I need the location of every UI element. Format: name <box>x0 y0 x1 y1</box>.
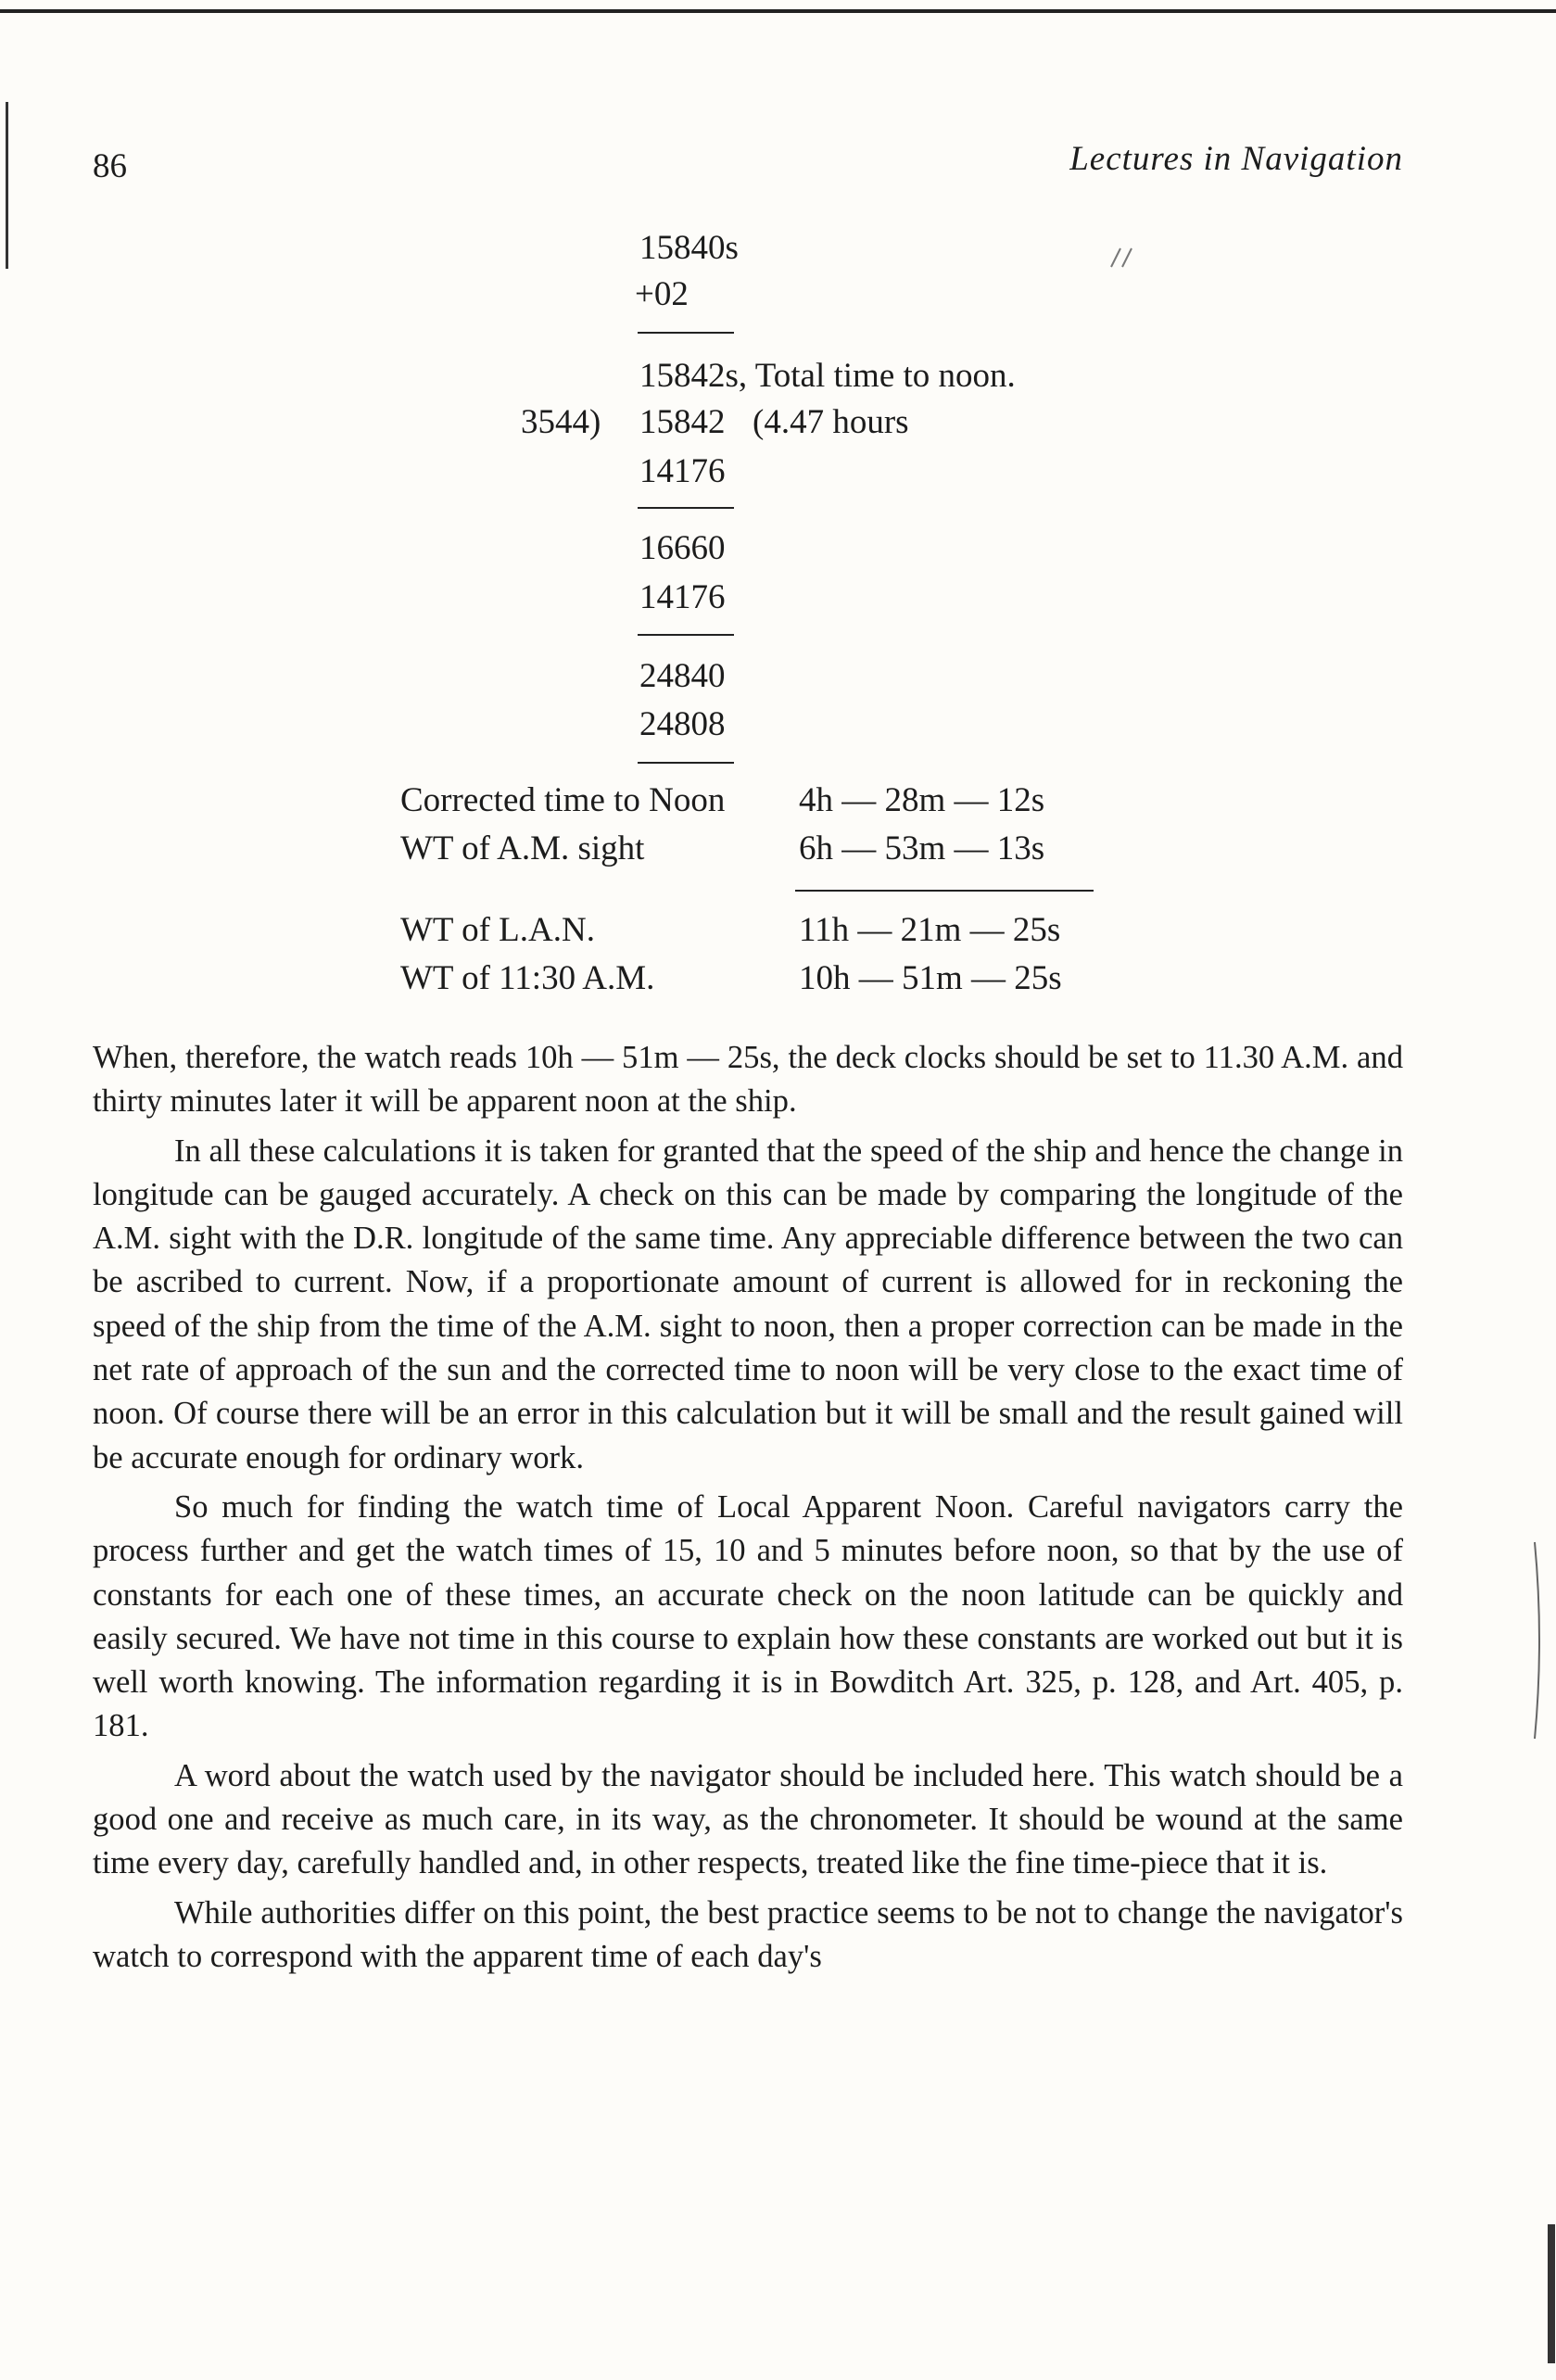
time-row-value: 6h — 53m — 13s <box>799 829 1045 867</box>
time-row-value: 10h — 51m — 25s <box>799 959 1062 997</box>
calc-rule <box>638 634 734 636</box>
calc-total: 15842s, Total time to noon. <box>639 357 1016 395</box>
time-row-value: 11h — 21m — 25s <box>799 911 1061 949</box>
calc-step: 14176 <box>639 578 726 616</box>
time-row-label: WT of 11:30 A.M. <box>400 959 655 997</box>
calc-line-2: +02 <box>635 275 689 313</box>
paragraph: While authorities differ on this point, the best practice seems to be not to change the navigator's watch to correspond with the apparent time of each day's <box>93 1894 1403 1974</box>
left-margin-mark <box>6 102 8 269</box>
calc-step: 24808 <box>639 705 726 743</box>
paragraph: A word about the watch used by the navigator should be included here. This watch should be a good one and receive as much care, in its way, as the chronometer. It should be wound at the same time every day, carefully handled and, in other respects, treated like the fine time-piece that it is. <box>93 1757 1403 1881</box>
calc-rule <box>638 762 734 764</box>
top-border-rule <box>0 9 1556 13</box>
time-row-label: Corrected time to Noon <box>400 781 726 819</box>
margin-bracket-icon <box>1529 1538 1551 1742</box>
pencil-mark-icon <box>1107 243 1145 271</box>
sum-rule <box>795 890 1094 892</box>
paragraph: In all these calculations it is taken for granted that the speed of the ship and hence the change in longitude can be gauged accurately. A check on this can be made by comparing the longitude of the A.M. sight with the D.R. longitude of the same time. Any appreciable difference between the two can be ascribed to current. Now, if a proportionate amount of current is allowed for in reckoning the speed of the ship from the time of the A.M. sight to noon, then a proper correction can be made in the net rate of approach of the sun and the corrected time to noon will be very close to the exact time of noon. Of course there will be an error in this calculation but it will be small and the result gained will be accurate enough for ordinary work. <box>93 1133 1403 1475</box>
paragraph: So much for finding the watch time of Local Apparent Noon. Careful navigators carry the process further and get the watch times of 15, 10 and 5 minutes before noon, so that by the use of constants for each one of these times, an accurate check on the noon latitude can be quickly and easily secured. We have not time in this course to explain how these constants are worked out but it is well worth knowing. The information regarding it is in Bowditch Art. 325, p. 128, and Art. 405, p. 181. <box>93 1488 1403 1744</box>
calc-divisor: 3544) <box>521 403 601 441</box>
calc-step: 16660 <box>639 529 726 567</box>
calc-step: 14176 <box>639 452 726 490</box>
running-title: Lectures in Navigation <box>1069 140 1403 178</box>
edge-shadow-icon <box>1546 2224 1556 2363</box>
paragraph: When, therefore, the watch reads 10h — 51m — 25s, the deck clocks should be set to 11.30 A.M. and thirty minutes later it will be apparent noon at the ship. <box>93 1040 1403 1120</box>
calc-quotient: (4.47 hours <box>753 403 909 441</box>
calc-rule <box>638 332 734 334</box>
calc-line-1: 15840s <box>639 229 739 267</box>
time-row-value: 4h — 28m — 12s <box>799 781 1045 819</box>
calc-rule <box>638 507 734 509</box>
calc-step: 24840 <box>639 657 726 695</box>
page-number: 86 <box>93 147 127 185</box>
calc-dividend: 15842 <box>639 403 726 441</box>
time-row-label: WT of A.M. sight <box>400 829 645 867</box>
body-text <box>93 1036 1403 1984</box>
time-row-label: WT of L.A.N. <box>400 911 595 949</box>
